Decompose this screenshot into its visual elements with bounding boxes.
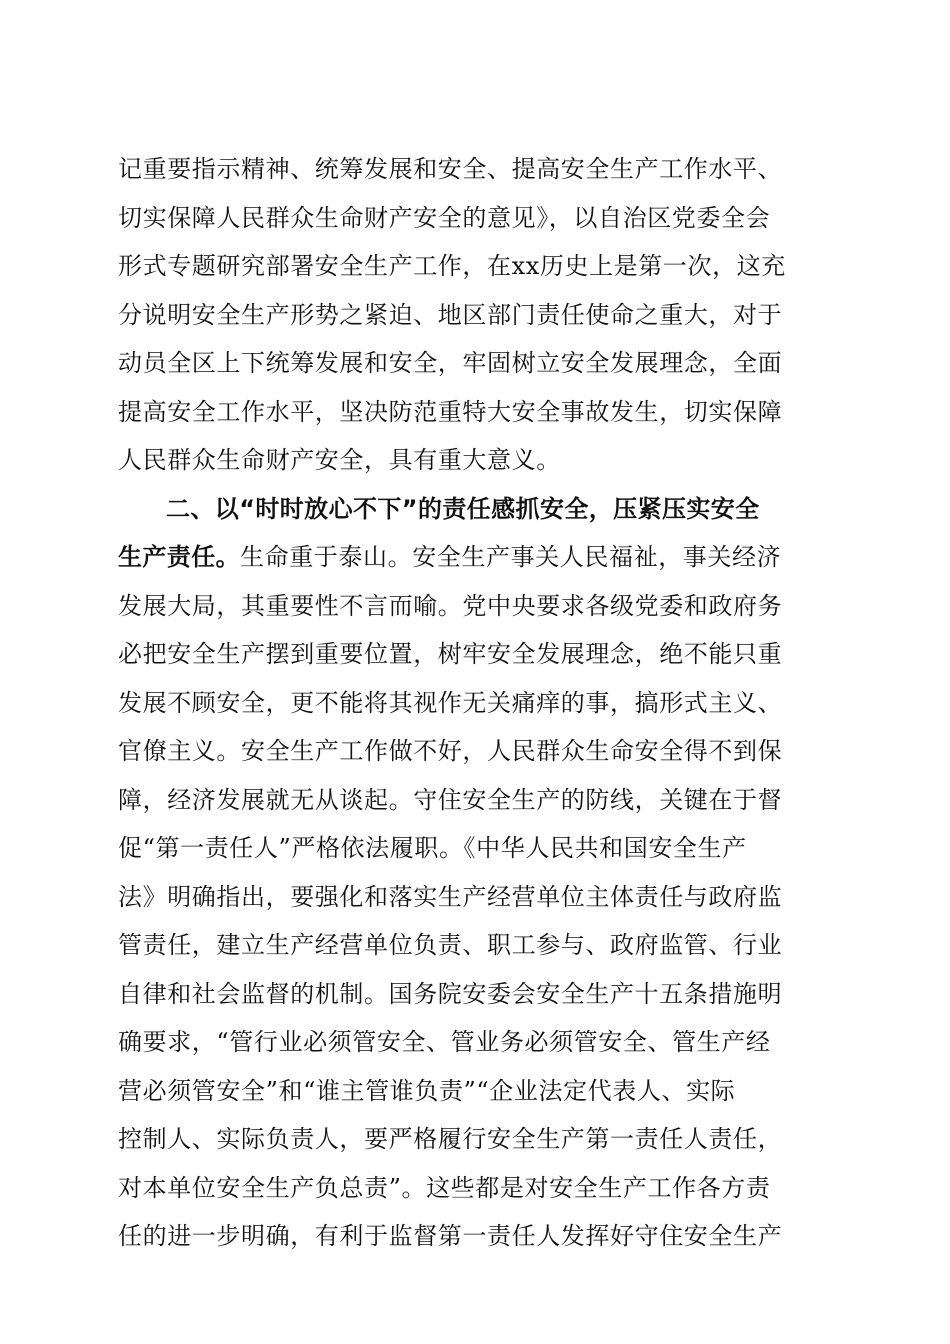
- text-line: 发展不顾安全，更不能将其视作无关痛痒的事，搞形式主义、: [118, 688, 783, 717]
- text-line: 发展大局，其重要性不言而喻。党中央要求各级党委和政府务: [118, 591, 783, 620]
- text-line: 官僚主义。安全生产工作做不好，人民群众生命安全得不到保: [118, 737, 783, 765]
- body-text: [118, 145, 830, 1261]
- text-line: 管责任，建立生产经营单位负责、职工参与、政府监管、行业: [118, 931, 783, 959]
- text-line: 确要求，“管行业必须管安全、管业务必须管安全、管生产经: [118, 1028, 771, 1056]
- text-line: 障，经济发展就无从谈起。守住安全生产的防线，关键在于督: [118, 785, 783, 814]
- text-line: 提高安全工作水平，坚决防范重特大安全事故发生，切实保障: [118, 397, 783, 426]
- text-line: 任的进一步明确，有利于监督第一责任人发挥好守住安全生产: [118, 1222, 783, 1250]
- text-line: [118, 533, 830, 582]
- text-line: 自律和社会监督的机制。国务院安委会安全生产十五条措施明: [118, 979, 783, 1008]
- text-line: 营必须管安全”和“谁主管谁负责”“企业法定代表人、实际: [118, 1076, 736, 1105]
- text-line: 切实保障人民群众生命财产安全的意见》，以自治区党委全会: [118, 203, 771, 232]
- text-line: 人民群众生命财产安全，具有重大意义。: [118, 446, 561, 474]
- section-heading: 二、以“时时放心不下”的责任感抓安全，压紧压实安全: [166, 494, 760, 523]
- text-line: 分说明安全生产形势之紧迫、地区部门责任使命之重大，对于: [118, 300, 783, 329]
- text-line: 记重要指示精神、统筹发展和安全、提高安全生产工作水平、: [118, 155, 783, 183]
- text-segment: 生命重于泰山。安全生产事关人民福祉，事关经济: [240, 543, 782, 571]
- text-line: 必把安全生产摆到重要位置，树牢安全发展理念，绝不能只重: [118, 640, 783, 668]
- text-line: 控制人、实际负责人，要严格履行安全生产第一责任人责任，: [118, 1125, 783, 1153]
- text-line: 法》明确指出，要强化和落实生产经营单位主体责任与政府监: [118, 882, 783, 911]
- section-heading-end: 生产责任。: [118, 543, 240, 571]
- text-line: 促“第一责任人”严格依法履职。《中华人民共和国安全生产: [118, 834, 747, 862]
- text-line: 对本单位安全生产负总责”。这些都是对安全生产工作各方责: [118, 1173, 771, 1202]
- text-line: 动员全区上下统筹发展和安全，牢固树立安全发展理念，全面: [118, 349, 783, 377]
- text-line: 形式专题研究部署安全生产工作，在xx历史上是第一次，这充: [118, 252, 786, 280]
